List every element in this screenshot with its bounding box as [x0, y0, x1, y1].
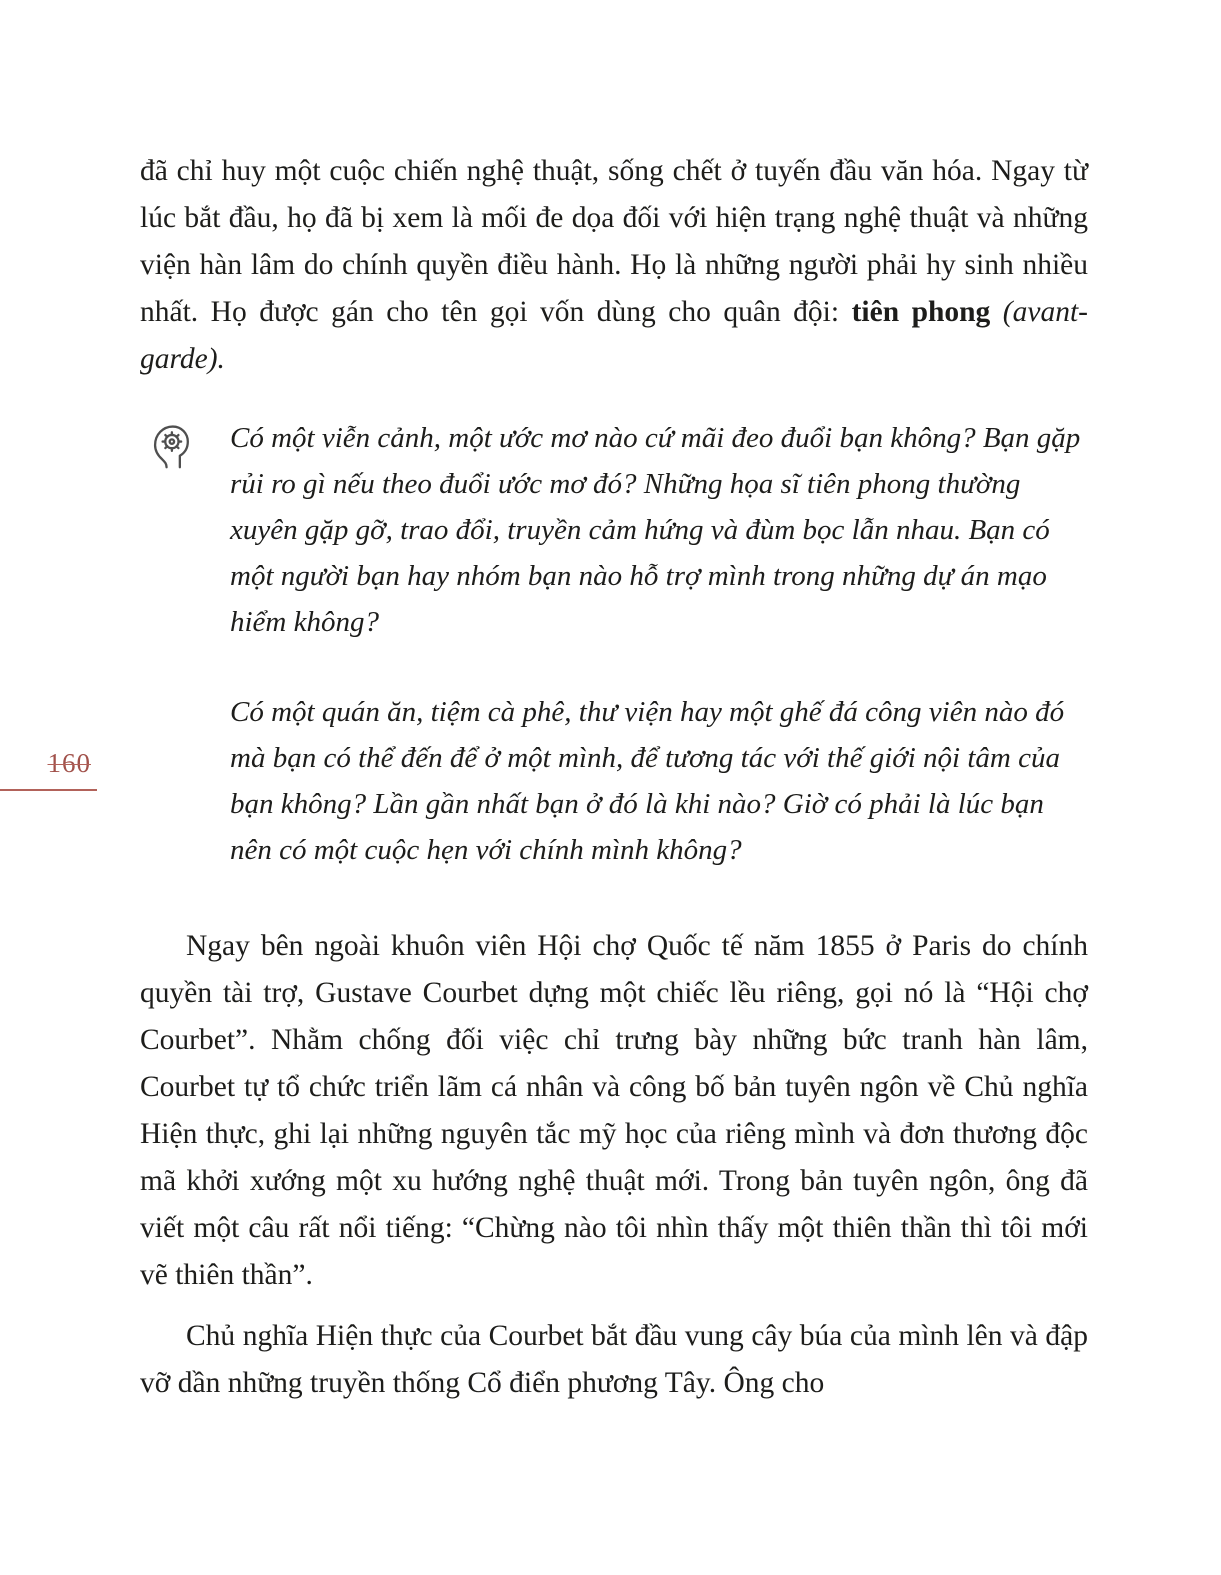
- paragraph-text: đã chỉ huy một cuộc chiến nghệ thuật, sống chết ở tuyến đầu văn hóa. Ngay từ lúc bắt đầu, họ đã bị xem là mối đe dọa đối với hiện trạng nghệ thuật và những viện hàn lâm do chính quyền điều hành. Họ là những người phải hy sinh nhiều nhất. Họ được gán cho tên gọi vốn dùng cho quân đội:: [140, 155, 1088, 328]
- paragraph-realism: Chủ nghĩa Hiện thực của Courbet bắt đầu vung cây búa của mình lên và đập vỡ dần những truyền thống Cổ điển phương Tây. Ông cho: [140, 1320, 1088, 1399]
- thinking-head-gear-icon: [148, 421, 194, 476]
- reflection-question-1: Có một viễn cảnh, một ước mơ nào cứ mãi đeo đuổi bạn không? Bạn gặp rủi ro gì nếu theo đuổi ước mơ đó? Những họa sĩ tiên phong thường xuyên gặp gỡ, trao đổi, truyền cảm hứng và đùm bọc lẫn nhau. Bạn có một người bạn hay nhóm bạn nào hỗ trợ mình trong những dự án mạo hiểm không?: [230, 422, 1081, 638]
- page-number-block: [0, 748, 97, 791]
- paragraph-bold-term: tiên phong: [851, 296, 991, 328]
- page-content: [140, 148, 1088, 1407]
- reflection-quote-text: [230, 415, 1088, 873]
- paragraph-italic-term: (avant-garde).: [140, 296, 1088, 375]
- page-number: 160: [47, 748, 91, 778]
- paragraph-courbet-fair: Ngay bên ngoài khuôn viên Hội chợ Quốc tế năm 1855 ở Paris do chính quyền tài trợ, Gustave Courbet dựng một chiếc lều riêng, gọi nó là “Hội chợ Courbet”. Nhằm chống đối việc chỉ trưng bày những bức tranh hàn lâm, Courbet tự tổ chức triển lãm cá nhân và công bố bản tuyên ngôn về Chủ nghĩa Hiện thực, ghi lại những nguyên tắc mỹ học của riêng mình và đơn thương độc mã khởi xướng một xu hướng nghệ thuật mới. Trong bản tuyên ngôn, ông đã viết một câu rất nổi tiếng: “Chừng nào tôi nhìn thấy một thiên thần thì tôi mới vẽ thiên thần”.: [140, 930, 1088, 1291]
- reflection-question-2: Có một quán ăn, tiệm cà phê, thư viện hay một ghế đá công viên nào đó mà bạn có thể đến để ở một mình, để tương tác với thế giới nội tâm của bạn không? Lần gần nhất bạn ở đó là khi nào? Giờ có phải là lúc bạn nên có một cuộc hẹn với chính mình không?: [230, 696, 1065, 866]
- reflection-quote-block: [148, 415, 1088, 873]
- paragraph-continuation: [140, 148, 1088, 383]
